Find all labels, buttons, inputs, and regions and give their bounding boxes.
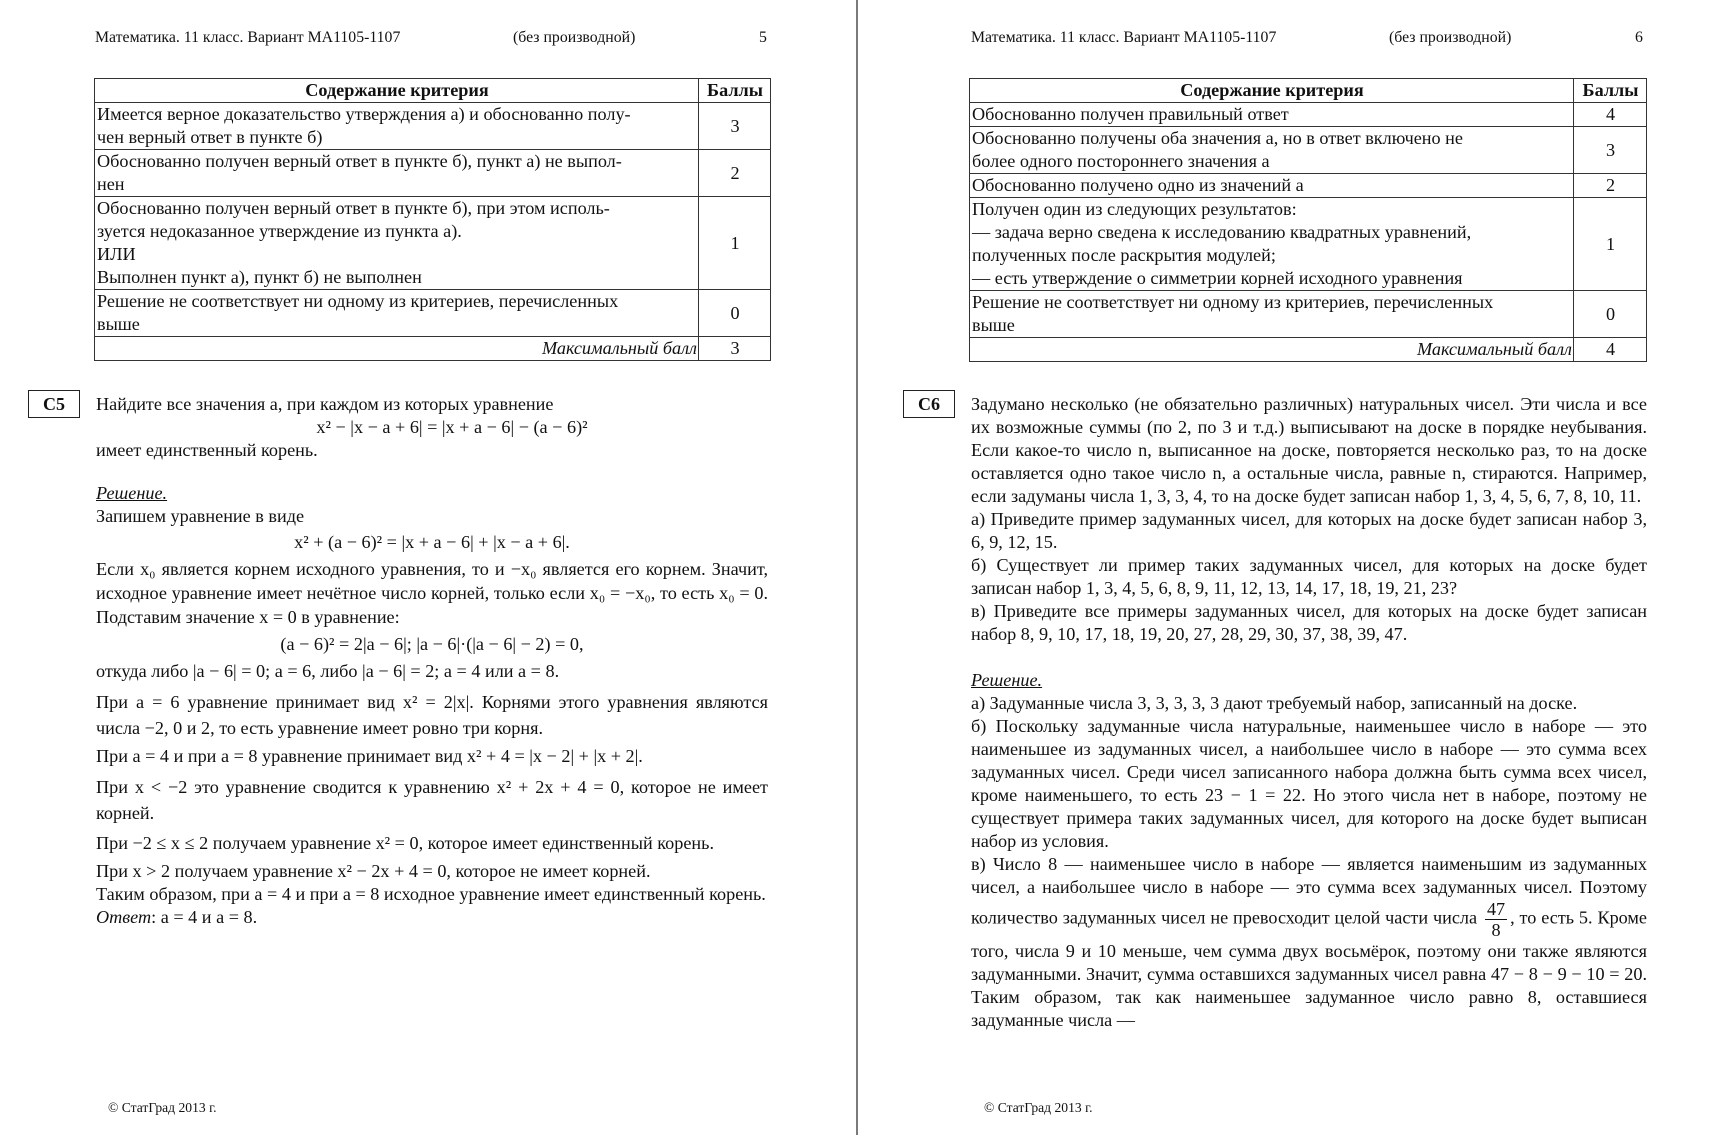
task-label-c6: C6 <box>903 390 955 418</box>
page-5 <box>0 0 856 1135</box>
task-part-c: в) Приведите все примеры задуманных чисел, для которых на доске будет записан набор 8, 9, 10, 17, 18, 19, 20, 27, 28, 29, 30, 37, 38, 39, 47. <box>971 601 1647 644</box>
task-c5-body <box>96 393 768 929</box>
task-paragraph: Задумано несколько (не обязательно различных) натуральных чисел. Эти числа и все их возможные суммы (по 2, по 3 и т.д.) выписывают на доске в порядке неубывания. Если какое-то число n, выписанное на доске, повторяется несколько раз, то на доске оставляется одно такое число n, а остальные числа, равные n, стираются. Например, если задуманы числа 1, 3, 3, 4, то на доске будет записан набор 1, 3, 4, 5, 6, 7, 8, 10, 11. <box>971 394 1647 506</box>
table-row <box>970 291 1647 338</box>
criterion-text: Решение не соответствует ни одному из критериев, перечисленных выше <box>95 290 699 337</box>
criterion-text: Решение не соответствует ни одному из критериев, перечисленных выше <box>970 291 1574 338</box>
table-row <box>970 174 1647 198</box>
page-number: 6 <box>1635 29 1643 46</box>
table-header-row <box>970 79 1647 103</box>
solution-line: При x < −2 это уравнение сводится к уравнению x² + 2x + 4 = 0, которое не имеет корней. <box>96 777 768 823</box>
table-max-row <box>970 338 1647 362</box>
header-subtitle: (без производной) <box>1389 29 1512 46</box>
page-6 <box>858 0 1714 1135</box>
table-row <box>95 150 771 197</box>
table-row <box>95 290 771 337</box>
page-number: 5 <box>759 29 767 46</box>
max-score-label: Максимальный балл <box>95 337 699 361</box>
column-header-criterion: Содержание критерия <box>970 79 1574 103</box>
solution-equation: (a − 6)² = 2|a − 6|; |a − 6|·(|a − 6| − 2) = 0, <box>280 634 584 654</box>
table-row <box>970 198 1647 291</box>
criterion-text: Обоснованно получены оба значения a, но в ответ включено не более одного постороннего значения a <box>970 127 1574 174</box>
column-header-points: Баллы <box>1574 79 1647 103</box>
fraction: $\frac{47}{8}$ <box>1486 899 1506 940</box>
criterion-points: 1 <box>1574 198 1647 291</box>
column-header-criterion: Содержание критерия <box>95 79 699 103</box>
solution-line: Если x₀ является корнем исходного уравнения, то и −x₀ является его корнем. Значит, исходное уравнение имеет нечётное число корней, только если x₀ = −x₀, то есть x₀ = 0. Подставим значение x = 0 в уравнение: <box>96 559 768 627</box>
criterion-points: 2 <box>699 150 771 197</box>
criterion-points: 3 <box>699 103 771 150</box>
header-title: Математика. 11 класс. Вариант МА1105-1107 <box>95 29 401 46</box>
criteria-table <box>94 78 771 361</box>
solution-line: При a = 4 и при a = 8 уравнение принимает вид x² + 4 = |x − 2| + |x + 2|. <box>96 746 643 766</box>
table-row <box>970 127 1647 174</box>
task-c6-body <box>971 393 1647 1032</box>
criterion-text: Получен один из следующих результатов: — задача верно сведена к исследованию квадратных уравнений, полученных после раскрытия модулей; — есть утверждение о симметрии корней исходного уравнения <box>970 198 1574 291</box>
criteria-table <box>969 78 1647 362</box>
criterion-points: 2 <box>1574 174 1647 198</box>
column-header-points: Баллы <box>699 79 771 103</box>
criterion-points: 1 <box>699 197 771 290</box>
criterion-text: Обоснованно получен верный ответ в пункте б), пункт а) не выпол- нен <box>95 150 699 197</box>
header-title: Математика. 11 класс. Вариант МА1105-1107 <box>971 29 1277 46</box>
solution-equation: x² + (a − 6)² = |x + a − 6| + |x − a + 6|. <box>294 532 570 552</box>
criterion-text: Обоснованно получен верный ответ в пункте б), при этом исполь- зуется недоказанное утверждение из пункта а). ИЛИ Выполнен пункт а), пункт б) не выполнен <box>95 197 699 290</box>
solution-answer: Ответ: a = 4 и a = 8. <box>96 907 258 927</box>
solution-line: При a = 6 уравнение принимает вид x² = 2|x|. Корнями этого уравнения являются числа −2, 0 и 2, то есть уравнение имеет ровно три корня. <box>96 692 768 738</box>
max-score-value: 3 <box>699 337 771 361</box>
solution-line: Запишем уравнение в виде <box>96 506 305 526</box>
solution-part-a: а) Задуманные числа 3, 3, 3, 3, 3 дают требуемый набор, записанный на доске. <box>971 693 1578 713</box>
table-header-row <box>95 79 771 103</box>
table-max-row <box>95 337 771 361</box>
criterion-points: 4 <box>1574 103 1647 127</box>
criterion-points: 3 <box>1574 127 1647 174</box>
footer-copyright: © СтатГрад 2013 г. <box>984 1100 1093 1115</box>
solution-heading: Решение. <box>971 670 1043 690</box>
solution-heading: Решение. <box>96 483 168 503</box>
task-part-a: а) Приведите пример задуманных чисел, для которых на доске будет записан набор 3, 6, 9, 12, 15. <box>971 509 1647 552</box>
max-score-value: 4 <box>1574 338 1647 362</box>
solution-line: Таким образом, при a = 4 и при a = 8 исходное уравнение имеет единственный корень. <box>96 884 766 904</box>
header-subtitle: (без производной) <box>513 29 636 46</box>
max-score-label: Максимальный балл <box>970 338 1574 362</box>
table-row <box>970 103 1647 127</box>
criterion-text: Обоснованно получено одно из значений a <box>970 174 1574 198</box>
table-row <box>95 197 771 290</box>
solution-line: При x > 2 получаем уравнение x² − 2x + 4 = 0, которое не имеет корней. <box>96 861 651 881</box>
task-label-c5: C5 <box>28 390 80 418</box>
solution-part-c: в) Число 8 — наименьшее число в наборе — является наименьшим из задуманных чисел, а наибольшее число в наборе — это сумма всех задуманных чисел. Поэтому количество задуманных чисел не превосходит целой части числа $\frac{47}{8}$ , то есть 5. Кроме того, числа 9 и 10 меньше, чем сумма двух восьмёрок, поэтому они также являются задуманными. Значит, сумма оставшихся задуманных чисел равна 47 − 8 − 9 − 10 = 20. Таким образом, так как наименьшее задуманное число равно 8, оставшиеся задуманные числа — <box>971 854 1647 1030</box>
task-statement-end: имеет единственный корень. <box>96 440 318 460</box>
table-row <box>95 103 771 150</box>
footer-copyright: © СтатГрад 2013 г. <box>108 1100 217 1115</box>
solution-part-b: б) Поскольку задуманные числа натуральные, наименьшее число в наборе — это наименьшее из задуманных чисел, а наибольшее число в наборе — это сумма всех задуманных чисел. Среди чисел записанного набора должна быть сумма всех чисел, кроме наименьшего, то есть 23 − 1 = 22. Но этого числа нет в наборе, поэтому не существует примера таких задуманных чисел, для которого на доске будет выписан набор из условия. <box>971 716 1647 851</box>
task-part-b: б) Существует ли пример таких задуманных чисел, для которых на доске будет записан набор 1, 3, 4, 5, 6, 8, 9, 11, 12, 13, 14, 17, 18, 19, 21, 23? <box>971 555 1647 598</box>
criterion-points: 0 <box>1574 291 1647 338</box>
solution-line: откуда либо |a − 6| = 0; a = 6, либо |a − 6| = 2; a = 4 или a = 8. <box>96 661 560 681</box>
criterion-text: Обоснованно получен правильный ответ <box>970 103 1574 127</box>
criterion-text: Имеется верное доказательство утверждения а) и обоснованно полу- чен верный ответ в пункте б) <box>95 103 699 150</box>
solution-line: При −2 ≤ x ≤ 2 получаем уравнение x² = 0, которое имеет единственный корень. <box>96 833 714 853</box>
task-statement: Найдите все значения a, при каждом из которых уравнение <box>96 394 554 414</box>
criterion-points: 0 <box>699 290 771 337</box>
task-equation: x² − |x − a + 6| = |x + a − 6| − (a − 6)² <box>316 417 588 437</box>
